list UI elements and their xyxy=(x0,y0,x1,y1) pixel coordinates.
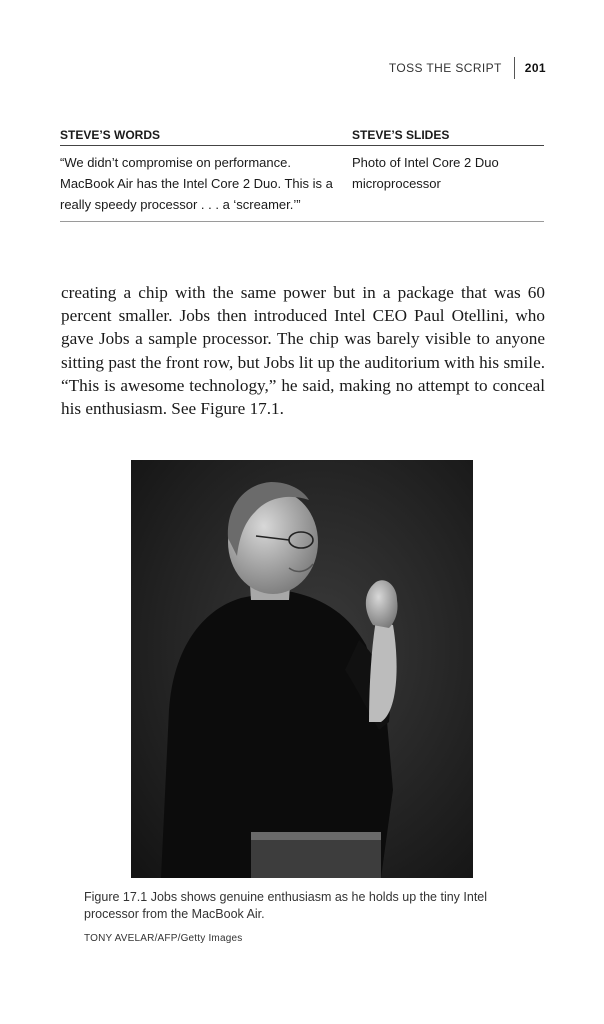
figure-photo xyxy=(131,460,473,878)
figure-caption: Figure 17.1 Jobs shows genuine enthusiasm as he holds up the tiny Intel processor from the MacBook Air. xyxy=(84,890,488,921)
header-divider xyxy=(514,57,515,79)
table-header-words: STEVE’S WORDS xyxy=(60,128,161,142)
body-paragraph: creating a chip with the same power but in a package that was 60 percent smaller. Jobs then introduced Intel CEO Paul Otellini, who gave Jobs a sample processor. The chip was barely visible to anyone sitting past the front row, but Jobs lit up the auditorium with his smile. “This is awesome technology,” he said, making no attempt to conceal his enthusiasm. See Figure 17.1. xyxy=(61,283,545,419)
table-header-row xyxy=(60,128,544,146)
words-slides-table xyxy=(60,128,544,222)
table-cell-slides: Photo of Intel Core 2 Duo microprocessor xyxy=(352,155,499,191)
page-number: 201 xyxy=(524,61,546,75)
table-row xyxy=(60,146,544,222)
table-header-slides: STEVE’S SLIDES xyxy=(352,128,450,142)
running-title: TOSS THE SCRIPT xyxy=(388,61,502,75)
photo-credit: TONY AVELAR/AFP/Getty Images xyxy=(84,933,243,944)
table-cell-words: “We didn’t compromise on performance. MacBook Air has the Intel Core 2 Duo. This is a really speedy processor . . . a ‘screamer.’” xyxy=(60,155,333,212)
running-header xyxy=(389,58,546,78)
photo-illustration xyxy=(131,460,473,878)
